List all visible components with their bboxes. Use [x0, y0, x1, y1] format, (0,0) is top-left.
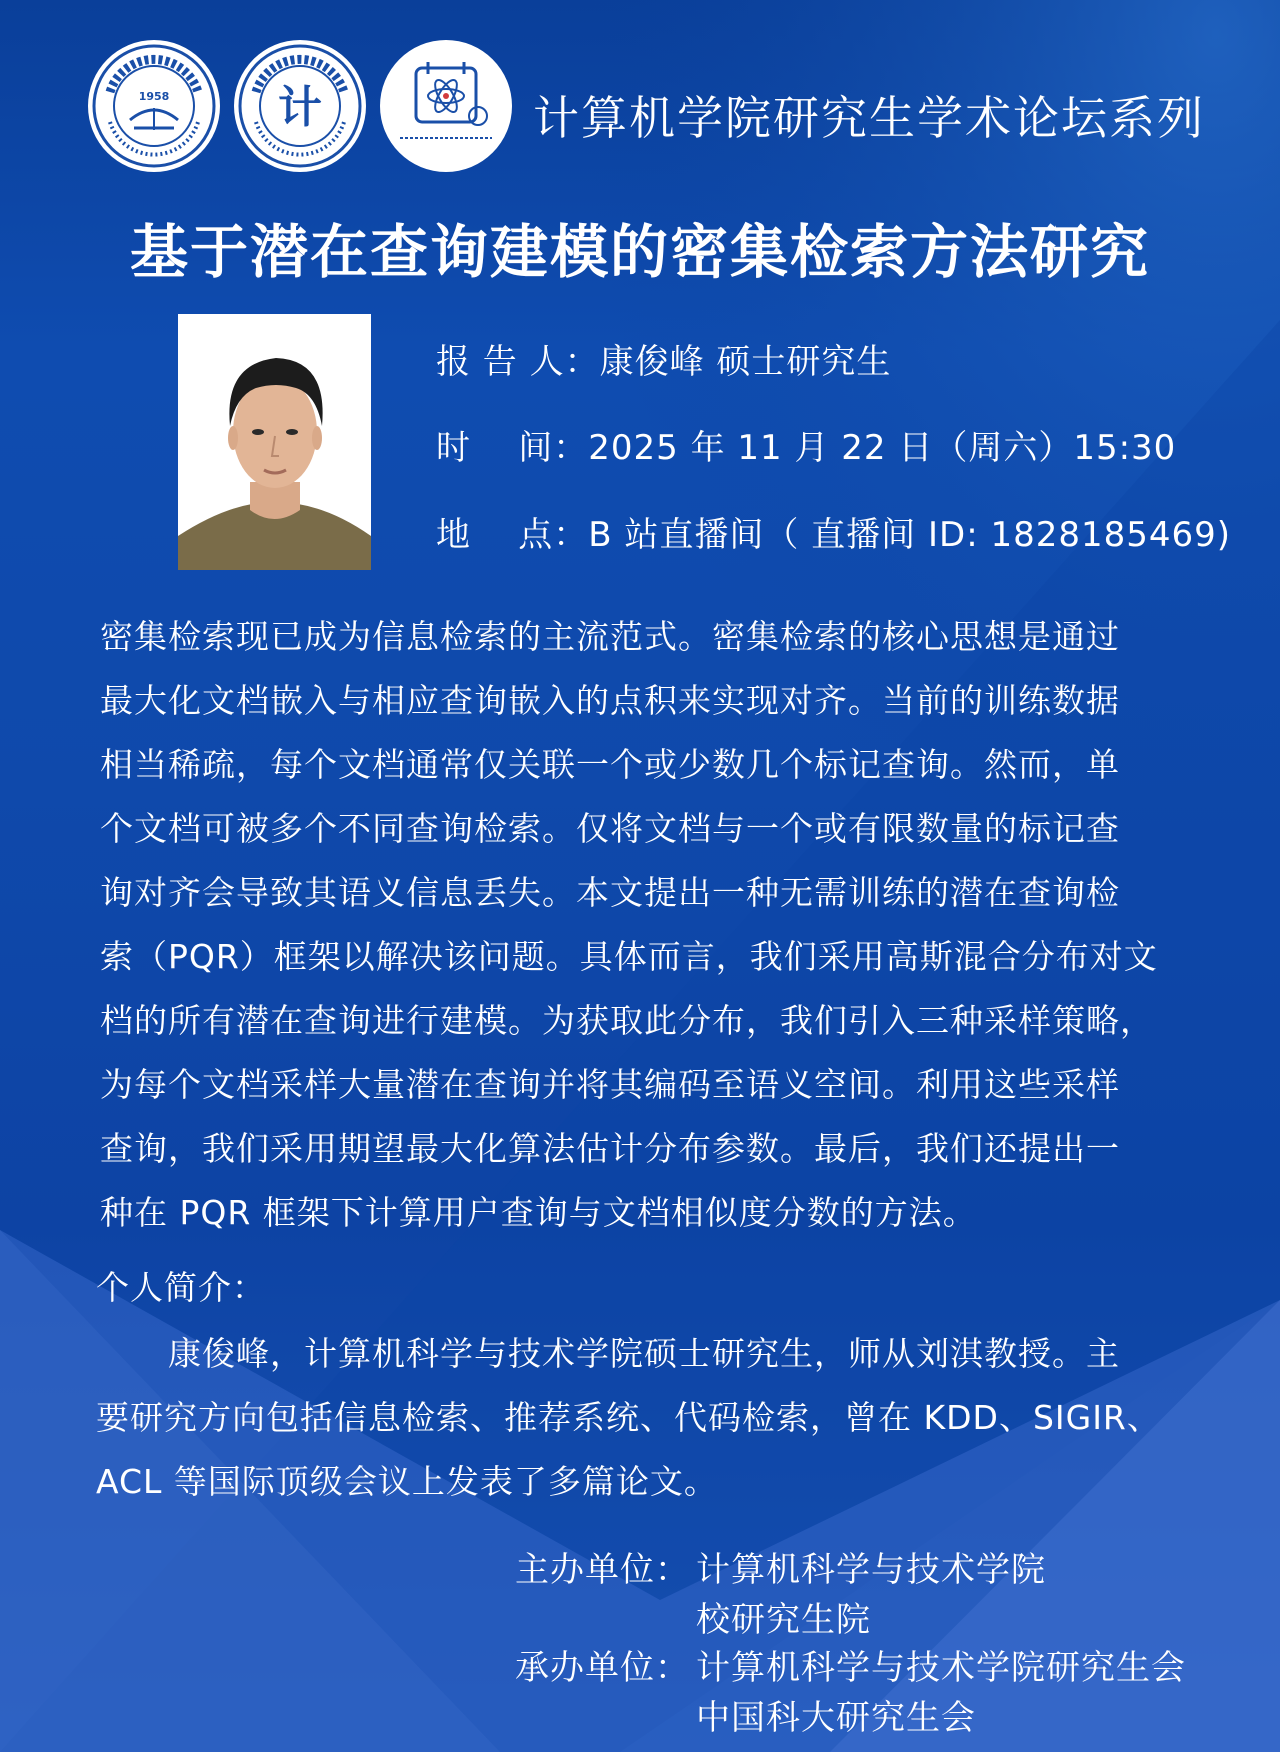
organizer-value: 中国科大研究生会 — [696, 1698, 976, 1738]
abstract-line: 索（PQR）框架以解决该问题。具体而言，我们采用高斯混合分布对文 — [100, 937, 1158, 976]
time-row — [436, 420, 1176, 469]
abstract-line: 询对齐会导致其语义信息丢失。本文提出一种无需训练的潜在查询检 — [100, 873, 1120, 912]
place-row — [436, 507, 1231, 556]
place-value: B 站直播间（ 直播间 ID: 1828185469) — [588, 515, 1232, 555]
bio-line: 康俊峰，计算机科学与技术学院硕士研究生，师从刘淇教授。主 — [168, 1334, 1120, 1373]
bio-heading: 个人简介： — [96, 1268, 266, 1307]
logo-center-char: 计 — [278, 82, 322, 133]
organizer-value: 计算机科学与技术学院研究生会 — [696, 1648, 1186, 1688]
abstract-line: 最大化文档嵌入与相应查询嵌入的点积来实现对齐。当前的训练数据 — [100, 681, 1120, 720]
abstract-line: 档的所有潜在查询进行建模。为获取此分布，我们引入三种采样策略， — [100, 1001, 1154, 1040]
abstract-line: 相当稀疏，每个文档通常仅关联一个或少数几个标记查询。然而，单 — [100, 745, 1120, 784]
bio — [96, 1322, 1186, 1514]
bio-line: ACL 等国际顶级会议上发表了多篇论文。 — [96, 1462, 718, 1501]
abstract-line: 密集检索现已成为信息检索的主流范式。密集检索的核心思想是通过 — [100, 617, 1120, 656]
ustc-cs-logo — [232, 38, 368, 174]
time-value: 2025 年 11 月 22 日（周六）15:30 — [588, 428, 1177, 468]
abstract — [100, 605, 1200, 1245]
logo-group — [86, 38, 506, 174]
abstract-line: 个文档可被多个不同查询检索。仅将文档与一个或有限数量的标记查 — [100, 809, 1120, 848]
series-title: 计算机学院研究生学术论坛系列 — [533, 91, 1205, 145]
speaker-photo — [178, 314, 371, 570]
reporter-value: 康俊峰 硕士研究生 — [599, 342, 892, 382]
time-label: 时 间： — [436, 428, 589, 468]
page-title: 基于潜在查询建模的密集检索方法研究 — [129, 218, 1150, 286]
abstract-line: 查询，我们采用期望最大化算法估计分布参数。最后，我们还提出一 — [100, 1129, 1120, 1168]
host-value: 校研究生院 — [696, 1600, 871, 1640]
graduate-forum-logo — [378, 38, 514, 174]
organizer-label: 承办单位： — [515, 1648, 690, 1688]
host-label: 主办单位： — [515, 1550, 690, 1590]
abstract-line: 种在 PQR 框架下计算用户查询与文档相似度分数的方法。 — [100, 1193, 977, 1232]
bio-line: 要研究方向包括信息检索、推荐系统、代码检索，曾在 KDD、SIGIR、 — [96, 1398, 1161, 1437]
logo-year: 1958 — [138, 90, 170, 103]
host-value: 计算机科学与技术学院 — [696, 1550, 1046, 1590]
reporter-label: 报 告 人： — [436, 342, 600, 382]
ustc-1958-logo — [86, 38, 222, 174]
speaker-row — [436, 334, 891, 383]
place-label: 地 点： — [436, 515, 589, 555]
abstract-line: 为每个文档采样大量潜在查询并将其编码至语义空间。利用这些采样 — [100, 1065, 1120, 1104]
